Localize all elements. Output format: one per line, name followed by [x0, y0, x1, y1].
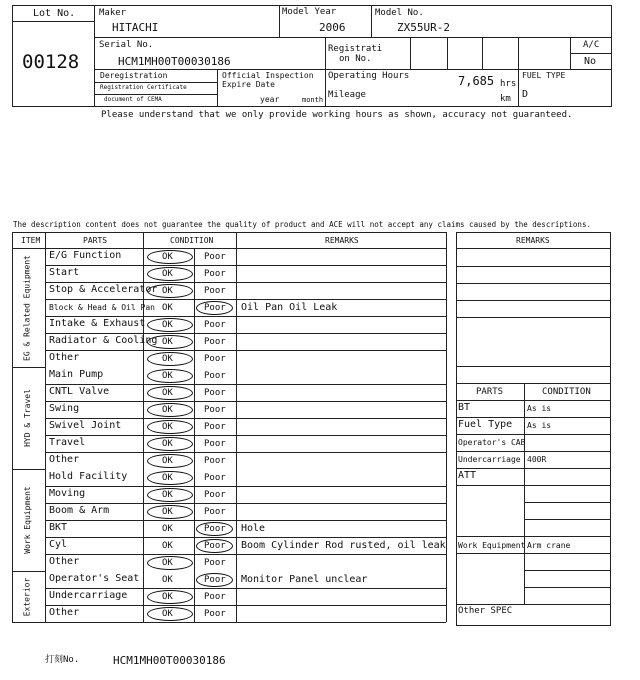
- ok-option: OK: [162, 303, 173, 313]
- cema-label: document of CEMA: [104, 96, 162, 103]
- ok-option: OK: [162, 388, 173, 398]
- official-inspection-label: Official Inspection: [222, 71, 314, 80]
- lot-label: Lot No.: [33, 8, 76, 19]
- remark-text: Hole: [241, 523, 266, 534]
- right-part-label: BT: [458, 402, 471, 413]
- poor-selected-circle: [196, 573, 233, 587]
- part-label: Radiator & Cooling: [49, 335, 158, 346]
- part-label: BKT: [49, 522, 68, 533]
- col-item-header: ITEM: [21, 236, 41, 245]
- poor-option: Poor: [204, 609, 226, 619]
- poor-option: Poor: [204, 320, 226, 330]
- hrs-label: hrs: [500, 79, 517, 89]
- part-label: E/G Function: [49, 250, 122, 261]
- poor-option: Poor: [204, 371, 226, 381]
- model-no-value: ZX55UR-2: [397, 21, 450, 34]
- poor-option: Poor: [204, 252, 226, 262]
- ok-option: OK: [162, 422, 173, 432]
- part-label: Start: [49, 267, 80, 278]
- part-label: Swing: [49, 403, 80, 414]
- right-parts-header: PARTS: [476, 387, 504, 397]
- group-label: EG & Related Equipment: [22, 254, 32, 361]
- ok-option: OK: [162, 405, 173, 415]
- ok-option: OK: [162, 490, 173, 500]
- right-condition-value: As is: [527, 404, 552, 413]
- km-label: km: [500, 94, 511, 104]
- ok-option: OK: [162, 507, 173, 517]
- part-label: Travel: [49, 437, 86, 448]
- poor-option: Poor: [204, 337, 226, 347]
- group-label: Work Equipment: [22, 486, 32, 554]
- part-label: Intake & Exhaust: [49, 318, 146, 329]
- work-equipment-value: Arm crane: [527, 541, 571, 550]
- poor-option: Poor: [204, 303, 226, 313]
- poor-option: Poor: [204, 507, 226, 517]
- right-part-label: Fuel Type: [458, 419, 513, 430]
- stamp-value: HCM1MH00T00030186: [113, 654, 226, 667]
- part-label: CNTL Valve: [49, 386, 110, 397]
- other-spec-label: Other SPEC: [458, 606, 513, 616]
- poor-option: Poor: [204, 456, 226, 466]
- poor-selected-circle: [196, 522, 233, 536]
- ok-option: OK: [162, 286, 173, 296]
- part-label: Cyl: [49, 539, 68, 550]
- poor-option: Poor: [204, 405, 226, 415]
- month-label: month: [302, 96, 324, 104]
- part-label: Hold Facility: [49, 471, 128, 482]
- group-label: HYD & Travel: [22, 389, 32, 447]
- model-year-value: 2006: [319, 21, 346, 34]
- operating-hours-value: 7,685: [458, 74, 495, 88]
- poor-option: Poor: [204, 388, 226, 398]
- ok-selected-circle: [147, 250, 193, 264]
- col-parts-header: PARTS: [83, 236, 108, 245]
- right-condition-header: CONDITION: [542, 387, 591, 397]
- model-no-label: Model No.: [375, 8, 424, 18]
- ok-selected-circle: [147, 471, 193, 485]
- ok-selected-circle: [147, 420, 193, 434]
- ok-option: OK: [162, 575, 173, 585]
- col-remarks-header: REMARKS: [325, 236, 359, 245]
- ok-selected-circle: [147, 403, 193, 417]
- ok-option: OK: [162, 524, 173, 534]
- part-label: Swivel Joint: [49, 420, 122, 431]
- part-label: Stop & Accelerator: [49, 284, 158, 295]
- ok-selected-circle: [147, 318, 193, 332]
- ok-selected-circle: [147, 284, 193, 298]
- col-condition-header: CONDITION: [170, 236, 214, 245]
- remark-text: Boom Cylinder Rod rusted, oil leak: [241, 540, 446, 551]
- right-condition-value: As is: [527, 421, 552, 430]
- serial-value: HCM1MH00T00030186: [118, 55, 231, 68]
- deregistration-label: Deregistration: [100, 71, 168, 80]
- part-label: Other: [49, 352, 80, 363]
- right-part-label: Operator's CAB: [458, 438, 526, 447]
- ok-option: OK: [162, 269, 173, 279]
- registration-label: Registrati: [328, 44, 383, 54]
- ok-option: OK: [162, 592, 173, 602]
- lot-value: 00128: [22, 51, 80, 73]
- ok-option: OK: [162, 371, 173, 381]
- poor-option: Poor: [204, 354, 226, 364]
- ok-selected-circle: [147, 335, 193, 349]
- poor-selected-circle: [196, 301, 233, 315]
- ok-option: OK: [162, 541, 173, 551]
- maker-value: HITACHI: [112, 21, 159, 34]
- ok-option: OK: [162, 252, 173, 262]
- poor-option: Poor: [204, 524, 226, 534]
- poor-option: Poor: [204, 422, 226, 432]
- poor-option: Poor: [204, 575, 226, 585]
- ok-option: OK: [162, 558, 173, 568]
- fuel-type-value: D: [522, 89, 529, 100]
- part-label: Undercarriage: [49, 590, 128, 601]
- expire-date-label: Expire Date: [222, 80, 275, 89]
- disclaimer: The description content does not guarantee the quality of product and ACE will not accept any claims caused by the descriptions.: [13, 220, 591, 229]
- ok-selected-circle: [147, 556, 193, 570]
- ok-option: OK: [162, 439, 173, 449]
- ok-option: OK: [162, 320, 173, 330]
- poor-option: Poor: [204, 269, 226, 279]
- part-label: Moving: [49, 488, 86, 499]
- ok-option: OK: [162, 456, 173, 466]
- poor-option: Poor: [204, 558, 226, 568]
- poor-option: Poor: [204, 439, 226, 449]
- part-label: Boom & Arm: [49, 505, 110, 516]
- right-remarks-header: REMARKS: [516, 236, 550, 245]
- right-part-label: ATT: [458, 470, 477, 481]
- ok-selected-circle: [147, 454, 193, 468]
- right-part-label: Undercarriage: [458, 455, 521, 464]
- ac-value: No: [584, 56, 597, 67]
- right-condition-value: 400R: [527, 455, 547, 464]
- poor-option: Poor: [204, 490, 226, 500]
- poor-option: Poor: [204, 473, 226, 483]
- part-label: Block & Head & Oil Pan: [49, 303, 155, 312]
- fuel-type-label: FUEL TYPE: [522, 71, 566, 80]
- ok-selected-circle: [147, 607, 193, 621]
- ok-option: OK: [162, 609, 173, 619]
- registration-label-2: on No.: [339, 54, 372, 64]
- group-label: Exterior: [22, 577, 32, 616]
- model-year-label: Model Year: [282, 7, 337, 17]
- part-label: Operator's Seat: [49, 573, 140, 584]
- ok-selected-circle: [147, 437, 193, 451]
- part-label: Other: [49, 454, 80, 465]
- remark-text: Monitor Panel unclear: [241, 574, 368, 585]
- part-label: Other: [49, 556, 80, 567]
- maker-label: Maker: [99, 8, 127, 18]
- stamp-label: 打刻No.: [45, 655, 80, 665]
- ok-option: OK: [162, 354, 173, 364]
- ok-selected-circle: [147, 488, 193, 502]
- ok-option: OK: [162, 337, 173, 347]
- ok-option: OK: [162, 473, 173, 483]
- poor-selected-circle: [196, 539, 233, 553]
- accuracy-note: Please understand that we only provide working hours as shown, accuracy not guaranteed.: [101, 110, 573, 120]
- registration-cert-label: Registration Certificate: [100, 84, 187, 91]
- serial-label: Serial No.: [99, 40, 154, 50]
- year-label: year: [260, 95, 280, 104]
- ok-selected-circle: [147, 352, 193, 366]
- ok-selected-circle: [147, 590, 193, 604]
- remark-text: Oil Pan Oil Leak: [241, 302, 338, 313]
- mileage-label: Mileage: [328, 90, 366, 100]
- part-label: Other: [49, 607, 80, 618]
- poor-option: Poor: [204, 286, 226, 296]
- ok-selected-circle: [147, 386, 193, 400]
- operating-hours-label: Operating Hours: [328, 71, 410, 81]
- part-label: Main Pump: [49, 369, 104, 380]
- ac-label: A/C: [583, 40, 600, 50]
- poor-option: Poor: [204, 541, 226, 551]
- ok-selected-circle: [147, 505, 193, 519]
- ok-selected-circle: [147, 267, 193, 281]
- poor-option: Poor: [204, 592, 226, 602]
- work-equipment-label: Work Equipment: [458, 541, 526, 550]
- ok-selected-circle: [147, 369, 193, 383]
